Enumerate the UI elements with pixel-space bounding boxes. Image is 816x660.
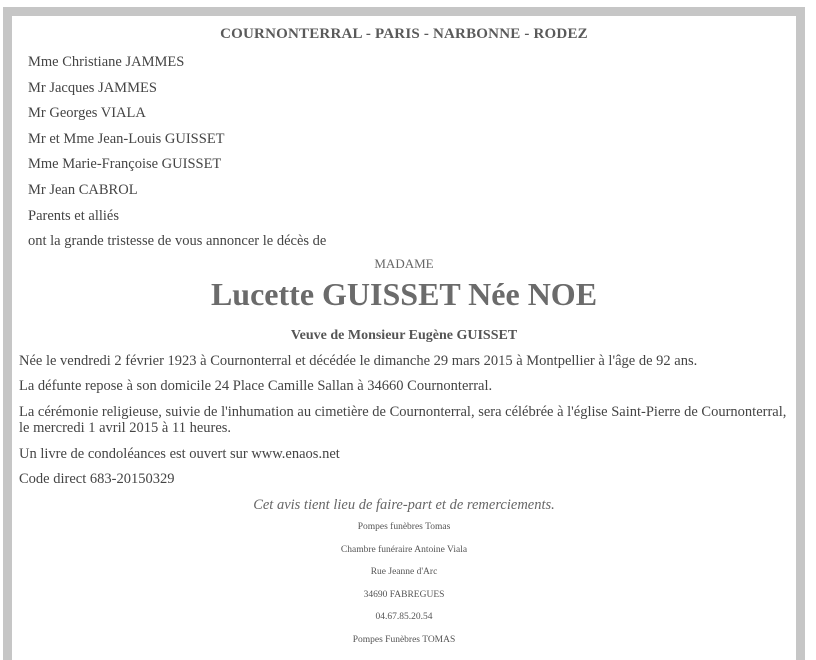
condolence-paragraph: Un livre de condoléances est ouvert sur www.enaos.net xyxy=(19,446,340,462)
funeral-home-phone: 04.67.85.20.54 xyxy=(375,612,433,623)
funeral-home-line: Pompes funèbres Tomas xyxy=(357,522,451,532)
family-member: Mr Georges VIALA xyxy=(28,105,146,122)
funeral-home-line: Chambre funéraire Antoine Viala xyxy=(340,544,468,555)
family-member: Mr et Mme Jean-Louis GUISSET xyxy=(28,130,225,147)
tribute-line: Cet avis tient lieu de faire-part et de remerciements. xyxy=(253,497,555,513)
family-member: Mme Christiane JAMMES xyxy=(28,54,185,70)
repose-paragraph: La défunte repose à son domicile 24 Place Camille Sallan à 34660 Cournonterral. xyxy=(19,378,493,394)
family-list xyxy=(28,50,326,255)
family-member: Mr Jean CABROL xyxy=(28,181,138,198)
widow-of: Veuve de Monsieur Eugène GUISSET xyxy=(290,328,518,343)
funeral-home-line: Pompes Funèbres TOMAS xyxy=(352,634,456,645)
ceremony-paragraph: La cérémonie religieuse, suivie de l'inhumation au cimetière de Cournonterral, sera célébrée à l'église Saint-Pierre de Cournonterral, le mercredi 1 avril 2015 à 11 heures. xyxy=(19,404,787,436)
family-member: Parents et alliés xyxy=(28,207,120,224)
deceased-name: Lucette GUISSET Née NOE xyxy=(210,276,598,312)
birth-death-paragraph: Née le vendredi 2 février 1923 à Cournonterral et décédée le dimanche 29 mars 2015 à Montpellier à l'âge de 92 ans. xyxy=(19,353,698,369)
family-member: Mme Marie-Françoise GUISSET xyxy=(28,156,222,173)
notice-content xyxy=(12,16,796,660)
funeral-home-info xyxy=(12,516,796,652)
funeral-home-line: 34690 FABREGUES xyxy=(363,589,445,600)
notice-frame xyxy=(3,7,805,660)
family-member: Mr Jacques JAMMES xyxy=(28,79,157,96)
funeral-home-line: Rue Jeanne d'Arc xyxy=(370,567,438,578)
announcement-line: ont la grande tristesse de vous annoncer le décès de xyxy=(28,233,327,250)
direct-code: Code direct 683-20150329 xyxy=(19,471,175,487)
deceased-title: MADAME xyxy=(374,256,434,271)
cities-header: COURNONTERRAL - PARIS - NARBONNE - RODEZ xyxy=(220,26,588,42)
